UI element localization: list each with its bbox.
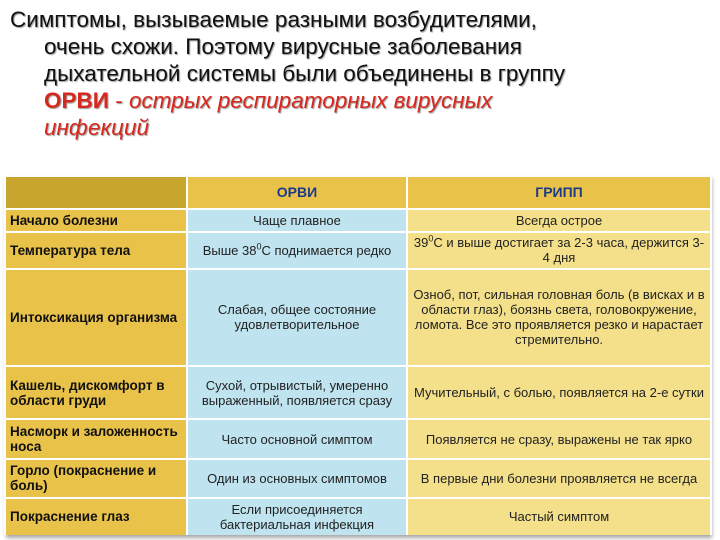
intro-line-1: Симптомы, вызываемые разными возбудителями,: [10, 7, 537, 32]
gripp-temp-text-b: С и выше достигает за 2-3 часа, держится 3-4 дня: [433, 235, 705, 266]
intro-paragraph: [10, 6, 715, 141]
intro-dash: -: [108, 88, 129, 113]
orvi-temp-text-a: Выше 38: [202, 242, 257, 258]
intro-line-3: дыхательной системы были объединены в группу: [44, 61, 566, 86]
intro-line-4: [10, 87, 715, 114]
gripp-cell: Озноб, пот, сильная головная боль (в висках и в области глаз), боязнь света, головокружение, ломота. Все это проявляется резко и нарастает стремительно.: [407, 269, 711, 366]
column-header-gripp: ГРИПП: [407, 176, 711, 209]
orvi-definition-part1: острых респираторных вирусных: [128, 88, 493, 113]
comparison-table-frame: [4, 175, 710, 535]
table-header-row: [5, 176, 711, 209]
orvi-temp-text-b: С поднимается редко: [261, 242, 392, 258]
gripp-cell: [407, 232, 711, 269]
orvi-abbreviation: ОРВИ: [44, 88, 109, 113]
table-row: [5, 269, 711, 366]
orvi-cell: Сухой, отрывистый, умеренно выраженный, появляется сразу: [187, 366, 407, 420]
table-row: [5, 366, 711, 420]
orvi-cell: [187, 232, 407, 269]
orvi-cell: Часто основной симптом: [187, 419, 407, 458]
gripp-cell: В первые дни болезни проявляется не всегда: [407, 459, 711, 498]
row-label: Интоксикация организма: [5, 269, 187, 366]
orvi-cell: Чаще плавное: [187, 209, 407, 232]
gripp-temp-text-a: 39: [413, 235, 429, 251]
gripp-cell: Появляется не сразу, выражены не так ярко: [407, 419, 711, 458]
table-row: [5, 419, 711, 458]
column-header-orvi: ОРВИ: [187, 176, 407, 209]
table-row: [5, 209, 711, 232]
row-label: Температура тела: [5, 232, 187, 269]
table-corner-cell: [5, 176, 187, 209]
row-label: Покраснение глаз: [5, 498, 187, 535]
table-row: [5, 498, 711, 535]
table-row: [5, 459, 711, 498]
gripp-temp-degree: 0: [428, 233, 434, 244]
table-row: [5, 232, 711, 269]
gripp-cell: Частый симптом: [407, 498, 711, 535]
row-label: Кашель, дискомфорт в области груди: [5, 366, 187, 420]
gripp-cell: Мучительный, с болью, появляется на 2-е сутки: [407, 366, 711, 420]
orvi-cell: Слабая, общее состояние удовлетворительное: [187, 269, 407, 366]
comparison-table: [4, 175, 712, 535]
row-label: Начало болезни: [5, 209, 187, 232]
row-label: Горло (покраснение и боль): [5, 459, 187, 498]
orvi-temp-degree: 0: [256, 241, 262, 252]
gripp-cell: Всегда острое: [407, 209, 711, 232]
intro-line-2: очень схожи. Поэтому вирусные заболевания: [44, 34, 522, 59]
orvi-cell: Если присоединяется бактериальная инфекция: [187, 498, 407, 535]
orvi-cell: Один из основных симптомов: [187, 459, 407, 498]
orvi-definition-part2: инфекций: [44, 115, 149, 140]
row-label: Насморк и заложенность носа: [5, 419, 187, 458]
